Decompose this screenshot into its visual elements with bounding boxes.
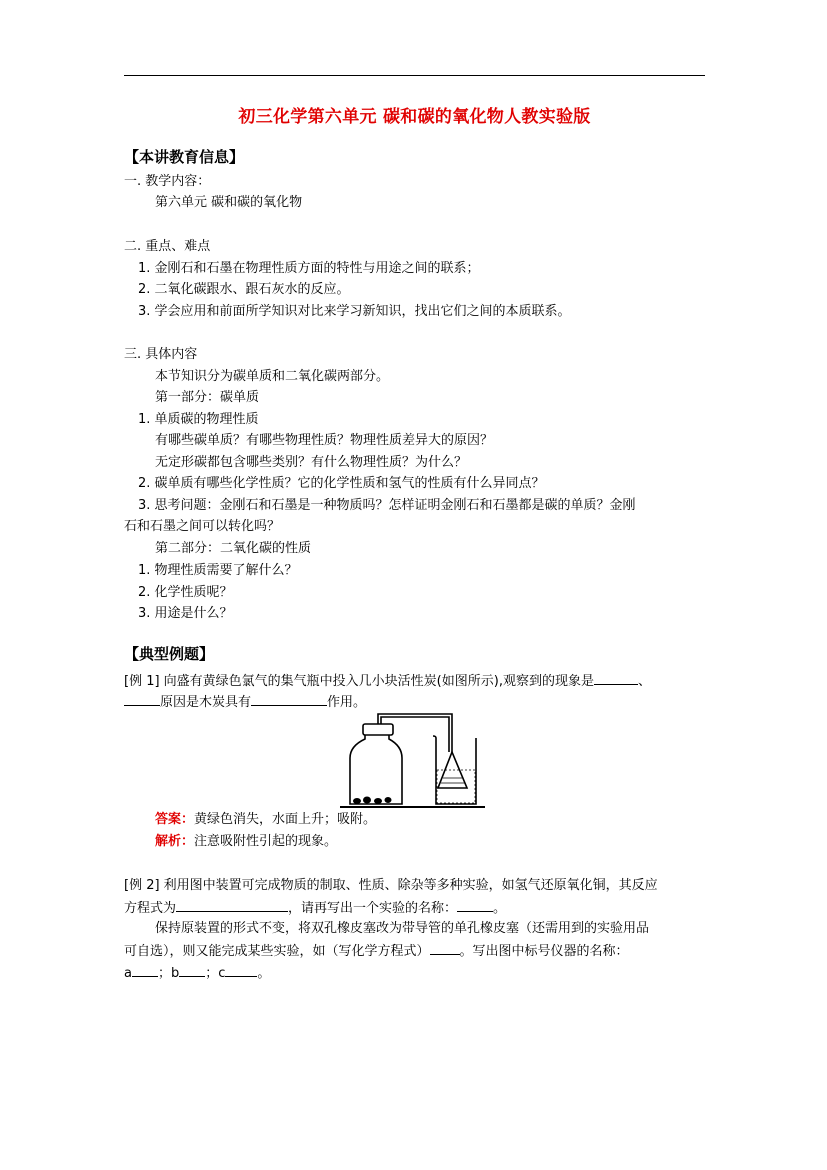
- list-item: 2. 化学性质呢？: [138, 585, 233, 600]
- example-2-text: 。写出图中标号仪器的名称：: [459, 944, 629, 959]
- section-heading-info: 【本讲教育信息】: [124, 148, 245, 166]
- label-c: ；c: [205, 966, 226, 981]
- answer-blank: [457, 899, 493, 912]
- period: 。: [257, 966, 271, 981]
- list-item: 3. 思考问题：金刚石和石墨是一种物质吗？怎样证明金刚石和石墨都是碳的单质？金刚: [138, 498, 636, 513]
- answer-blank: [225, 964, 257, 977]
- example-2-line-3: 保持原装置的形式不变，将双孔橡皮塞改为带导管的单孔橡皮塞（还需用到的实验用品: [155, 921, 650, 936]
- example-2-line-5: [124, 964, 270, 982]
- list-item-detail: 有哪些碳单质？有哪些物理性质？物理性质差异大的原因？: [155, 433, 494, 448]
- example-1-answer: [155, 812, 376, 828]
- example-1-question: [例 1] 向盛有黄绿色氯气的集气瓶中投入几小块活性炭(如图所示),观察到的现象是: [124, 674, 594, 689]
- example-2-text: 可自选），则又能完成某些实验，如（写化学方程式）: [124, 944, 430, 959]
- answer-text: 黄绿色消失，水面上升；吸附。: [194, 812, 377, 827]
- answer-blank: [430, 942, 460, 955]
- answer-blank: [124, 693, 160, 706]
- label-a: a: [124, 966, 132, 981]
- analysis-text: 注意吸附性引起的现象。: [194, 834, 338, 849]
- example-1-text: 原因是木炭具有: [160, 695, 252, 710]
- list-item: 3. 用途是什么？: [138, 606, 233, 621]
- list-item-continued: 石和石墨之间可以转化吗？: [124, 519, 281, 534]
- answer-blank: [594, 672, 638, 685]
- example-2-text: 方程式为: [124, 901, 177, 916]
- list-item: 3. 学会应用和前面所学知识对比来学习新知识，找出它们之间的本质联系。: [138, 304, 571, 319]
- example-2-line-4: [124, 942, 629, 960]
- list-item: 1. 物理性质需要了解什么？: [138, 563, 298, 578]
- label-b: ；b: [157, 966, 180, 981]
- section-heading-examples: 【典型例题】: [124, 645, 215, 663]
- example-2-text: ，请再写出一个实验的名称：: [288, 901, 458, 916]
- list-item: 2. 二氧化碳跟水、跟石灰水的反应。: [138, 282, 350, 297]
- section-3-intro: 本节知识分为碳单质和二氧化碳两部分。: [155, 369, 390, 384]
- list-item-detail: 无定形碳都包含哪些类别？有什么物理性质？为什么？: [155, 455, 468, 470]
- answer-blank: [176, 899, 288, 912]
- list-item: 2. 碳单质有哪些化学性质？它的化学性质和氢气的性质有什么异同点？: [138, 476, 545, 491]
- section-2-label: 二. 重点、难点: [124, 239, 211, 254]
- separator: 、: [637, 674, 651, 689]
- example-2-line-1: [例 2] 利用图中装置可完成物质的制取、性质、除杂等多种实验，如氢气还原氧化铜，其反应: [124, 878, 658, 893]
- part-1-title: 第一部分：碳单质: [155, 390, 260, 405]
- example-1-line-2: [124, 693, 366, 711]
- answer-blank: [132, 964, 158, 977]
- list-item: 1. 单质碳的物理性质: [138, 412, 259, 427]
- answer-blank: [179, 964, 205, 977]
- header-rule: [124, 75, 705, 76]
- part-2-title: 第二部分：二氧化碳的性质: [155, 541, 312, 556]
- page-title: 初三化学第六单元 碳和碳的氧化物人教实验版: [238, 107, 591, 127]
- example-2-text: 。: [493, 901, 507, 916]
- example-1-text: 作用。: [327, 695, 367, 710]
- example-1-analysis: [155, 834, 337, 850]
- section-1-text: 第六单元 碳和碳的氧化物: [155, 195, 303, 210]
- list-item: 1. 金刚石和石墨在物理性质方面的特性与用途之间的联系；: [138, 261, 480, 276]
- gas-jar-apparatus-figure: [340, 708, 485, 810]
- answer-label: 答案：: [155, 812, 195, 827]
- section-3-label: 三. 具体内容: [124, 347, 198, 362]
- section-1-label: 一. 教学内容：: [124, 174, 211, 189]
- answer-blank: [251, 693, 327, 706]
- analysis-label: 解析：: [155, 834, 195, 849]
- example-2-line-2: [124, 899, 506, 917]
- example-1-line-1: [124, 672, 651, 690]
